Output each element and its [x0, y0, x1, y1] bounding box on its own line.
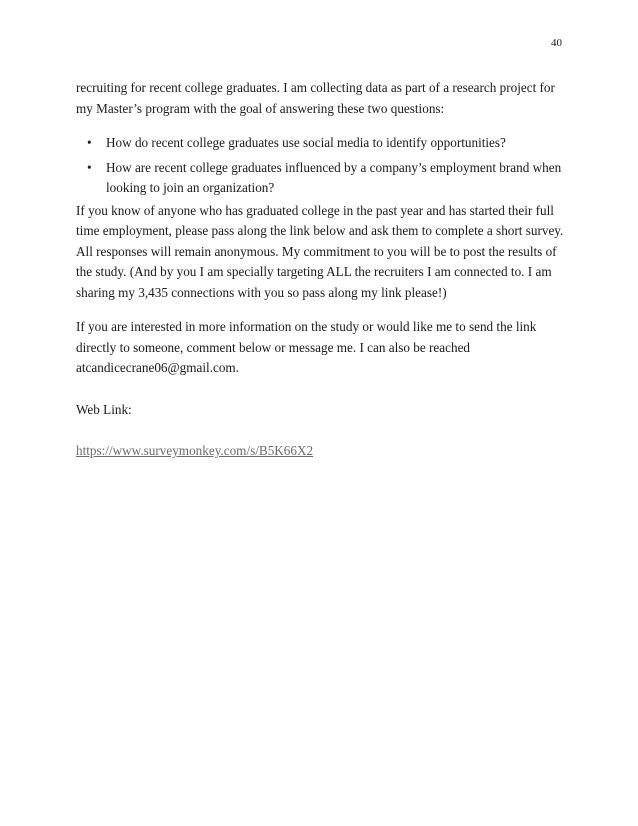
question-text: How do recent college graduates use social media to identify opportunities? [106, 135, 506, 150]
list-item [76, 158, 566, 199]
contact-paragraph: If you are interested in more information on the study or would like me to send the link directly to someone, comment below or message me. I can also be reached atcandicecrane06@gmail.com. [76, 319, 537, 375]
question-text: How are recent college graduates influenced by a company’s employment brand when looking to join an organization? [106, 159, 562, 195]
web-link-label: Web Link: [76, 401, 132, 417]
request-paragraph: If you know of anyone who has graduated college in the past year and has started their full time employment, please pass along the link below and ask them to complete a short survey. All responses will remain anonymous. My commitment to you will be to post the results of the study. (And by you I am specially targeting ALL the recruiters I am connected to. I am sharing my 3,435 connections with you so pass along my link please!) [76, 202, 564, 300]
page-number: 40 [551, 37, 562, 49]
document-body [76, 78, 566, 462]
bullet-icon: • [87, 159, 92, 175]
survey-link[interactable]: https://www.surveymonkey.com/s/B5K66X2 [76, 443, 314, 458]
list-item [76, 133, 566, 154]
intro-paragraph: recruiting for recent college graduates. I am collecting data as part of a research project for my Master’s program with the goal of answering these two questions: [76, 80, 555, 116]
research-questions-list [76, 133, 566, 199]
bullet-icon: • [87, 135, 92, 150]
